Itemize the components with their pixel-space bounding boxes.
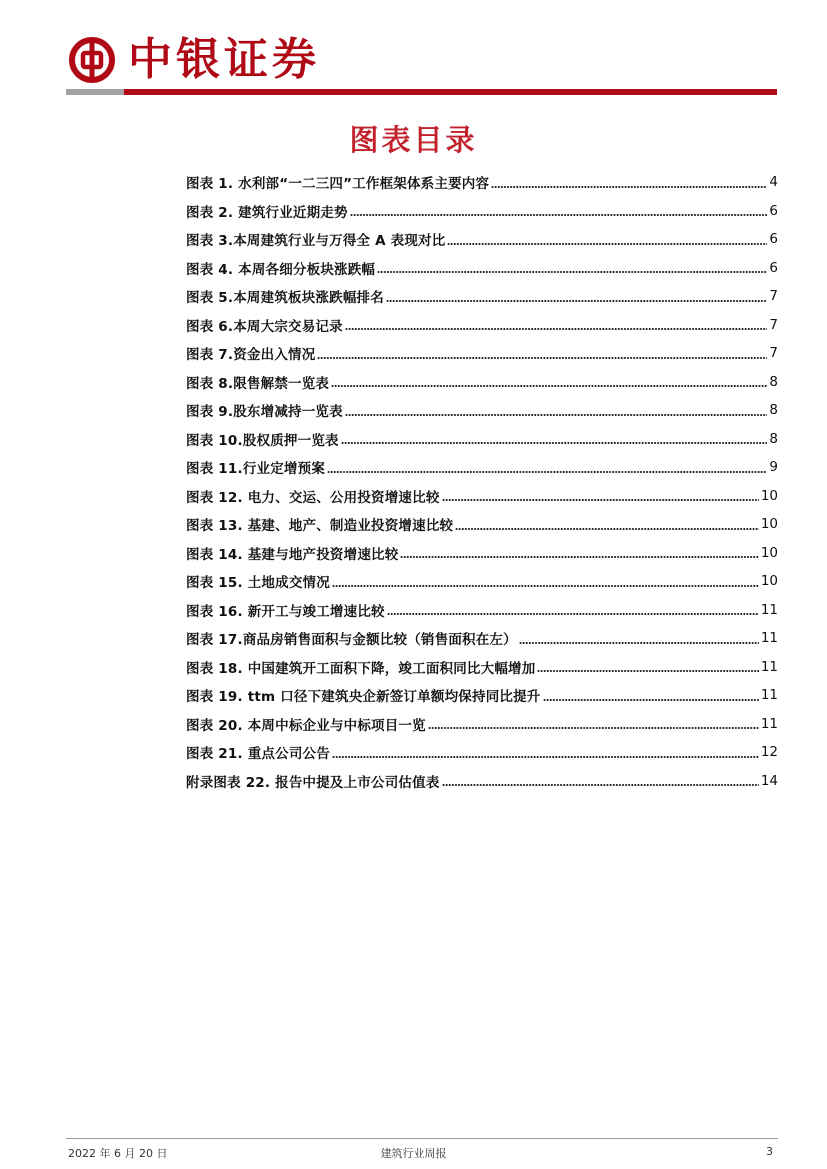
toc-entry-page: 6 (769, 202, 778, 219)
toc-entry[interactable] (186, 425, 778, 454)
toc-entry-label: 图表 15. 土地成交情况 (186, 575, 330, 592)
toc-entry[interactable] (186, 482, 778, 511)
toc-entry[interactable] (186, 453, 778, 482)
dot-leader (332, 585, 759, 587)
footer-date: 2022 年 6 月 20 日 (68, 1147, 168, 1160)
page-title: 图表目录 (349, 123, 478, 157)
footer-report-name: 建筑行业周报 (380, 1147, 447, 1160)
toc-entry[interactable] (186, 539, 778, 568)
toc-entry[interactable] (186, 225, 778, 254)
dot-leader (327, 471, 767, 473)
brand-name: 中银证券 (128, 34, 320, 85)
toc-entry-label: 图表 16. 新开工与竣工增速比较 (186, 603, 385, 620)
toc-entry-label: 图表 3.本周建筑行业与万得全 A 表现对比 (186, 233, 446, 250)
dot-leader (377, 271, 767, 273)
toc-entry-label: 图表 17.商品房销售面积与金额比较（销售面积在左） (186, 632, 517, 649)
toc-entry-page: 9 (769, 459, 778, 476)
dot-leader (345, 414, 768, 416)
header-rule-red (124, 89, 777, 95)
toc-entry[interactable] (186, 767, 778, 796)
dot-leader (400, 556, 758, 558)
toc-entry-page: 10 (760, 573, 778, 590)
dot-leader (387, 613, 759, 615)
toc-entry-label: 图表 13. 基建、地产、制造业投资增速比较 (186, 518, 454, 535)
dot-leader (442, 499, 759, 501)
toc-entry[interactable] (186, 710, 778, 739)
dot-leader (317, 357, 767, 359)
toc-entry-page: 11 (760, 715, 778, 732)
toc-entry[interactable] (186, 311, 778, 340)
page-header (0, 0, 827, 100)
toc-entry-page: 8 (769, 373, 778, 390)
toc-entry-page: 10 (760, 516, 778, 533)
toc-entry-page: 7 (769, 345, 778, 362)
toc-entry[interactable] (186, 168, 778, 197)
table-of-figures (186, 168, 778, 795)
dot-leader (442, 784, 759, 786)
toc-entry[interactable] (186, 254, 778, 283)
toc-entry-label: 图表 18. 中国建筑开工面积下降，竣工面积同比大幅增加 (186, 660, 536, 677)
toc-entry-page: 6 (769, 231, 778, 248)
dot-leader (447, 243, 767, 245)
toc-entry[interactable] (186, 567, 778, 596)
toc-entry-label: 图表 2. 建筑行业近期走势 (186, 204, 348, 221)
footer-page-number: 3 (766, 1145, 773, 1158)
toc-entry-page: 4 (769, 174, 778, 191)
toc-entry-page: 10 (760, 544, 778, 561)
footer-rule (66, 1138, 778, 1139)
dot-leader (519, 642, 759, 644)
dot-leader (537, 670, 758, 672)
toc-entry[interactable] (186, 653, 778, 682)
toc-entry-label: 图表 20. 本周中标企业与中标项目一览 (186, 717, 426, 734)
toc-entry-page: 11 (760, 630, 778, 647)
bank-of-china-logo-icon (68, 36, 116, 84)
toc-entry[interactable] (186, 510, 778, 539)
toc-entry-page: 11 (760, 658, 778, 675)
toc-entry-label: 图表 12. 电力、交运、公用投资增速比较 (186, 489, 440, 506)
dot-leader (350, 214, 768, 216)
toc-entry-label: 图表 21. 重点公司公告 (186, 746, 330, 763)
toc-entry[interactable] (186, 596, 778, 625)
toc-entry[interactable] (186, 282, 778, 311)
toc-entry-label: 图表 6.本周大宗交易记录 (186, 318, 343, 335)
toc-entry-page: 8 (769, 430, 778, 447)
toc-entry-label: 图表 4. 本周各细分板块涨跌幅 (186, 261, 376, 278)
header-rule-gray (66, 89, 124, 95)
toc-entry-label: 图表 8.限售解禁一览表 (186, 375, 330, 392)
toc-entry-page: 8 (769, 402, 778, 419)
toc-entry-page: 7 (769, 288, 778, 305)
toc-entry-label: 图表 14. 基建与地产投资增速比较 (186, 546, 399, 563)
toc-entry-page: 6 (769, 259, 778, 276)
dot-leader (331, 385, 767, 387)
dot-leader (332, 756, 759, 758)
toc-entry[interactable] (186, 197, 778, 226)
toc-entry-label: 图表 1. 水利部“一二三四”工作框架体系主要内容 (186, 176, 490, 193)
toc-entry-page: 11 (760, 687, 778, 704)
toc-entry-page: 14 (760, 772, 778, 789)
dot-leader (386, 300, 767, 302)
toc-entry-page: 10 (760, 487, 778, 504)
toc-entry[interactable] (186, 624, 778, 653)
toc-entry[interactable] (186, 339, 778, 368)
toc-entry-label: 图表 19. ttm 口径下建筑央企新签订单额均保持同比提升 (186, 689, 541, 706)
toc-entry[interactable] (186, 738, 778, 767)
toc-entry[interactable] (186, 396, 778, 425)
dot-leader (543, 699, 759, 701)
toc-entry-label: 图表 7.资金出入情况 (186, 347, 316, 364)
dot-leader (341, 442, 768, 444)
toc-entry[interactable] (186, 368, 778, 397)
dot-leader (455, 528, 759, 530)
toc-entry-page: 12 (760, 744, 778, 761)
dot-leader (428, 727, 759, 729)
toc-entry-label: 图表 10.股权质押一览表 (186, 432, 339, 449)
dot-leader (345, 328, 768, 330)
dot-leader (491, 186, 767, 188)
toc-entry-page: 7 (769, 316, 778, 333)
toc-entry-page: 11 (760, 601, 778, 618)
toc-entry[interactable] (186, 681, 778, 710)
toc-entry-label: 图表 5.本周建筑板块涨跌幅排名 (186, 290, 384, 307)
toc-entry-label: 附录图表 22. 报告中提及上市公司估值表 (186, 774, 440, 791)
toc-entry-label: 图表 9.股东增减持一览表 (186, 404, 343, 421)
toc-entry-label: 图表 11.行业定增预案 (186, 461, 326, 478)
